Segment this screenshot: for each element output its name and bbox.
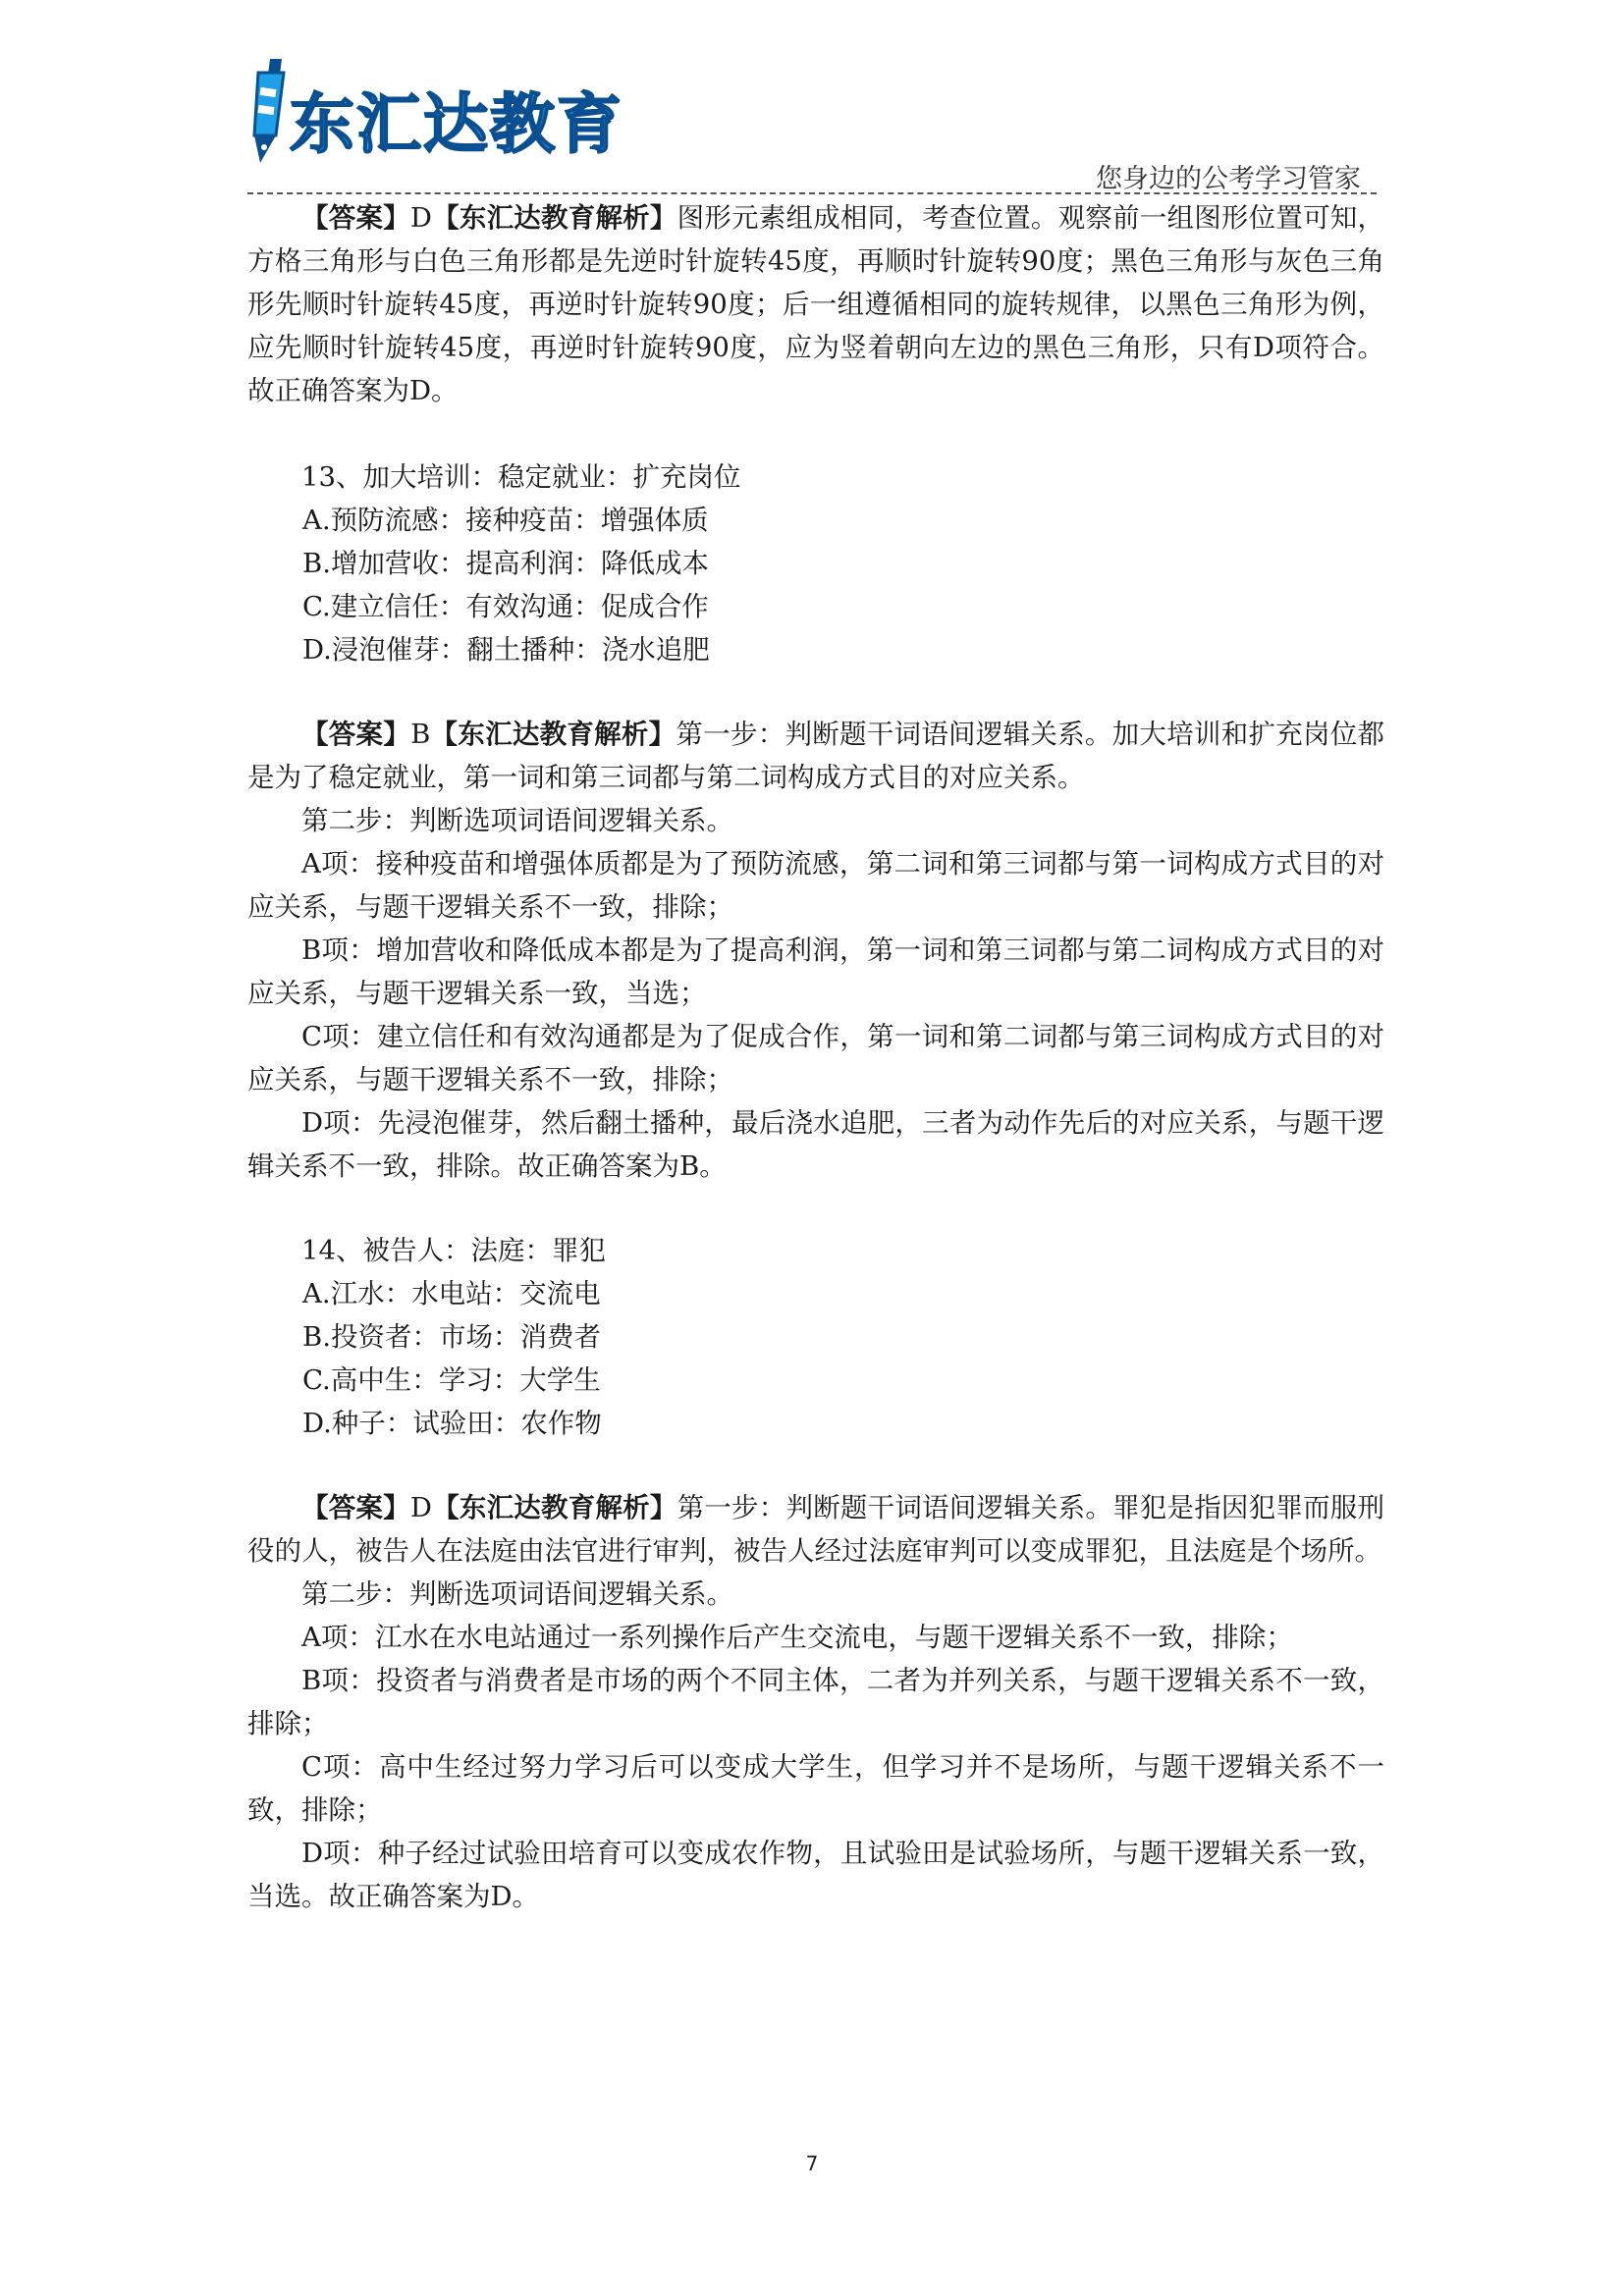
page-content [247, 196, 1384, 1918]
pen-nib-icon [241, 57, 294, 165]
spacer [247, 412, 1384, 455]
q14-analysis-step2: 第二步：判断选项词语间逻辑关系。 [301, 1578, 733, 1610]
q14-option-c: C.高中生：学习：大学生 [302, 1364, 601, 1396]
q13-option-b: B.增加营收：提高利润：降低成本 [302, 548, 709, 579]
analysis-tag: 【东汇达教育解析】 [431, 202, 677, 234]
spacer [247, 1445, 1384, 1486]
q13-analysis-b: B项：增加营收和降低成本都是为了提高利润，第一词和第三词都与第二词构成方式目的对应关系，与题干逻辑关系一致，当选； [247, 934, 1384, 1009]
q12-answer-paragraph [247, 196, 1384, 412]
q13-answer-paragraph [247, 713, 1384, 799]
spacer [247, 1188, 1384, 1229]
brand-name: 东汇达教育 [290, 86, 623, 162]
answer-choice: D [409, 1492, 432, 1523]
q14-option-b: B.投资者：市场：消费者 [302, 1321, 601, 1353]
q13-analysis-step2: 第二步：判断选项词语间逻辑关系。 [301, 805, 733, 836]
q14-stem: 14、被告人：法庭：罪犯 [301, 1235, 606, 1266]
spacer [247, 671, 1384, 713]
q14-analysis-b: B项：投资者与消费者是市场的两个不同主体，二者为并列关系，与题干逻辑关系不一致，排除； [247, 1665, 1384, 1739]
q13-option-a: A.预防流感：接种疫苗：增强体质 [302, 505, 709, 536]
q13-option-d: D.浸泡催芽：翻土播种：浇水追肥 [302, 634, 710, 666]
q13-analysis-d: D项：先浸泡催芽，然后翻土播种，最后浇水追肥，三者为动作先后的对应关系，与题干逻辑关系不一致，排除。故正确答案为B。 [247, 1107, 1384, 1182]
q14-answer-paragraph [247, 1486, 1384, 1573]
q13-option-c: C.建立信任：有效沟通：促成合作 [302, 591, 709, 622]
answer-tag: 【答案】 [301, 1492, 410, 1523]
analysis-text: 图形元素组成相同，考查位置。观察前一组图形位置可知，方格三角形与白色三角形都是先逆时针旋转45度，再顺时针旋转90度；黑色三角形与灰色三角形先顺时针旋转45度，再逆时针旋转90度；后一组遵循相同的旋转规律，以黑色三角形为例，应先顺时针旋转45度，再逆时针旋转90度，应为竖着朝向左边的黑色三角形，只有D项符合。故正确答案为D。 [247, 202, 1385, 406]
page-number: 7 [805, 2152, 819, 2175]
analysis-tag: 【东汇达教育解析】 [431, 1492, 677, 1523]
q14-analysis-a: A项：江水在水电站通过一系列操作后产生交流电，与题干逻辑关系不一致，排除； [301, 1622, 1293, 1653]
q14-option-a: A.江水：水电站：交流电 [302, 1278, 601, 1309]
brand-logo [241, 57, 673, 165]
q13-analysis-c: C项：建立信任和有效沟通都是为了促成合作，第一词和第二词都与第三词构成方式目的对应关系，与题干逻辑关系不一致，排除； [247, 1021, 1384, 1095]
analysis-tag: 【东汇达教育解析】 [430, 719, 677, 750]
page-header [0, 0, 1624, 201]
q14-option-d: D.种子：试验田：农作物 [302, 1408, 602, 1439]
answer-choice: B [410, 719, 431, 750]
answer-tag: 【答案】 [301, 719, 411, 750]
q13-stem: 13、加大培训：稳定就业：扩充岗位 [301, 461, 741, 493]
answer-choice: D [409, 202, 432, 234]
header-divider [247, 192, 1377, 194]
answer-tag: 【答案】 [301, 202, 410, 234]
header-slogan: 您身边的公考学习管家 [1096, 164, 1361, 194]
analysis-text: 第一步：判断题干词语间逻辑关系。罪犯是指因犯罪而服刑役的人，被告人在法庭由法官进行审判，被告人经过法庭审判可以变成罪犯，且法庭是个场所。 [247, 1492, 1385, 1567]
q14-analysis-d: D项：种子经过试验田培育可以变成农作物，且试验田是试验场所，与题干逻辑关系一致，当选。故正确答案为D。 [247, 1838, 1384, 1912]
analysis-text: 第一步：判断题干词语间逻辑关系。加大培训和扩充岗位都是为了稳定就业，第一词和第三词都与第二词构成方式目的对应关系。 [247, 719, 1385, 793]
q14-analysis-c: C项：高中生经过努力学习后可以变成大学生，但学习并不是场所，与题干逻辑关系不一致，排除； [247, 1751, 1384, 1826]
q13-analysis-a: A项：接种疫苗和增强体质都是为了预防流感，第二词和第三词都与第一词构成方式目的对应关系，与题干逻辑关系不一致，排除； [247, 848, 1384, 923]
